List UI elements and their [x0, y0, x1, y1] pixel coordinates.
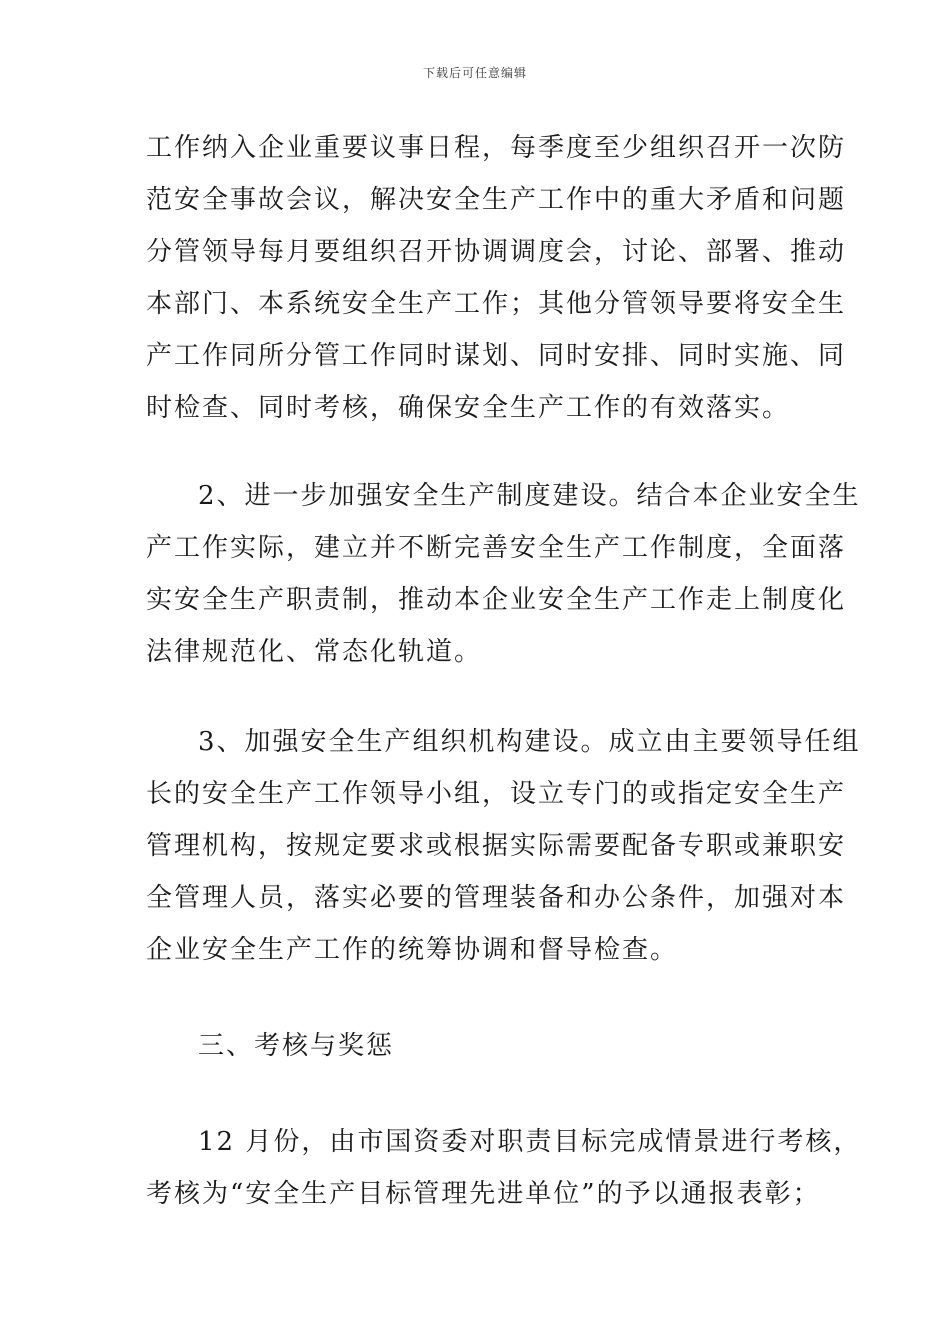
paragraph-line: 考核为“安全生产目标管理先进单位”的予以通报表彰；	[146, 1179, 821, 1209]
section-heading	[146, 1020, 806, 1072]
paragraph-line: 时检查、同时考核，确保安全生产工作的有效落实。	[146, 393, 791, 423]
paragraph-3	[146, 716, 861, 976]
paragraph-1	[146, 122, 847, 434]
paragraph-line: 产工作同所分管工作同时谋划、同时安排、同时实施、同	[146, 341, 847, 371]
paragraph-line: 12 月份，由市国资委对职责目标完成情景进行考核，	[198, 1127, 862, 1157]
paragraph-line: 3、加强安全生产组织机构建设。成立由主要领导任组	[198, 727, 861, 757]
paragraph-line: 范安全事故会议，解决安全生产工作中的重大矛盾和问题	[146, 185, 847, 215]
paragraph-line: 全管理人员，落实必要的管理装备和办公条件，加强对本	[146, 883, 847, 913]
paragraph-line: 实安全生产职责制，推动本企业安全生产工作走上制度化	[146, 585, 847, 615]
paragraph-2	[146, 470, 861, 678]
paragraph-line: 工作纳入企业重要议事日程，每季度至少组织召开一次防	[146, 133, 847, 163]
paragraph-4	[146, 1116, 862, 1220]
paragraph-line: 分管领导每月要组织召开协调调度会，讨论、部署、推动	[146, 237, 847, 267]
paragraph-line: 企业安全生产工作的统筹协调和督导检查。	[146, 935, 679, 965]
paragraph-line: 法律规范化、常态化轨道。	[146, 637, 483, 667]
section-heading-text: 三、考核与奖惩	[198, 1031, 395, 1061]
header-note: 下载后可任意编辑	[422, 66, 527, 80]
paragraph-line: 管理机构，按规定要求或根据实际需要配备专职或兼职安	[146, 831, 847, 861]
paragraph-line: 长的安全生产工作领导小组，设立专门的或指定安全生产	[146, 779, 847, 809]
paragraph-line: 2、进一步加强安全生产制度建设。结合本企业安全生	[198, 481, 861, 511]
paragraph-line: 产工作实际，建立并不断完善安全生产工作制度，全面落	[146, 533, 847, 563]
paragraph-line: 本部门、本系统安全生产工作；其他分管领导要将安全生	[146, 289, 847, 319]
